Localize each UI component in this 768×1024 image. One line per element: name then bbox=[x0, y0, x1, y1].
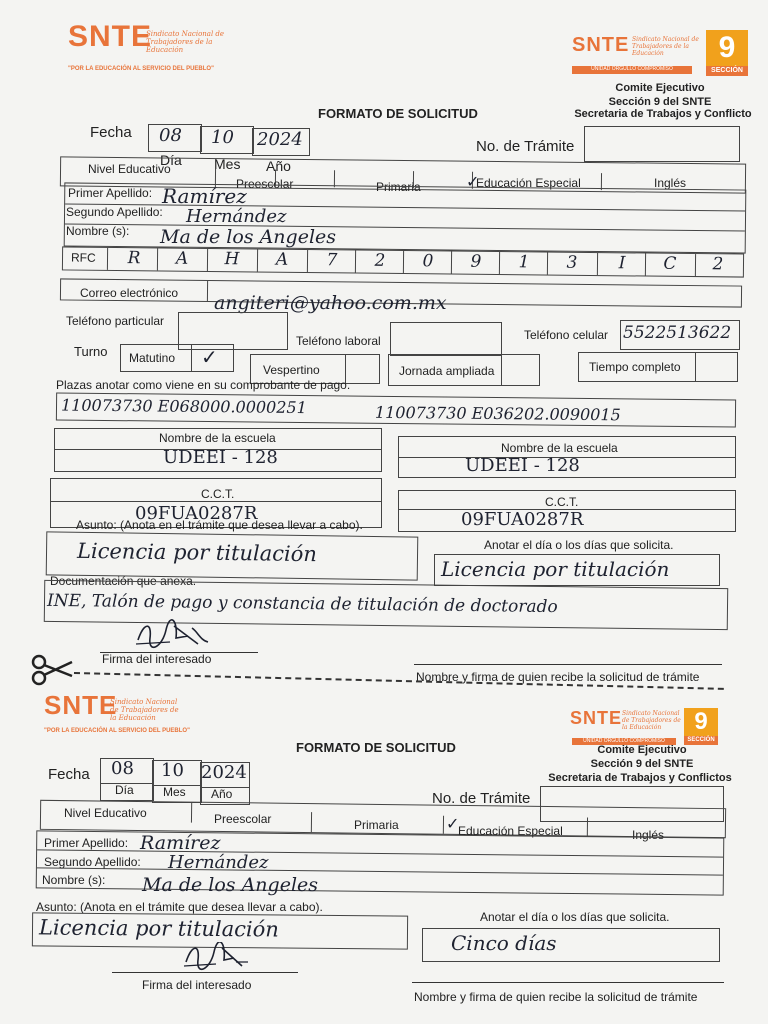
form-title: FORMATO DE SOLICITUD bbox=[296, 740, 456, 755]
escuela2-label: Nombre de la escuela bbox=[501, 441, 618, 455]
section-logo-subtitle: Sindicato Nacional de Trabajadores de la Educación bbox=[632, 36, 699, 57]
mes-label-cell bbox=[152, 784, 202, 803]
signature-icon bbox=[128, 618, 218, 654]
segundo-apellido-value: Hernández bbox=[186, 206, 287, 227]
mes-label: Mes bbox=[214, 156, 241, 172]
rfc-char: I bbox=[618, 253, 626, 274]
educacion-especial-option[interactable]: Educación Especial bbox=[458, 824, 563, 838]
signature-icon bbox=[176, 942, 256, 976]
ingles-option[interactable]: Inglés bbox=[632, 828, 665, 842]
rfc-char: 3 bbox=[566, 252, 578, 273]
checkmark-icon: ✓ bbox=[466, 172, 480, 191]
firma-line bbox=[112, 972, 298, 973]
plazas-label: Plazas anotar como viene en su comprobante de pago. bbox=[56, 378, 351, 392]
section-number-badge: 9 bbox=[684, 708, 718, 736]
tel-laboral-field[interactable] bbox=[390, 322, 502, 356]
section-logo-strip: UNIDAD ORGULLO COMPROMISO bbox=[572, 738, 676, 745]
tiempo-completo-option[interactable] bbox=[578, 352, 738, 382]
dias-field[interactable] bbox=[434, 554, 720, 586]
mes-label: Mes bbox=[163, 785, 186, 799]
educacion-especial-option[interactable]: Educación Especial bbox=[476, 176, 581, 190]
dias-label: Anotar el día o los días que solicita. bbox=[484, 538, 674, 552]
recibe-line bbox=[412, 982, 724, 983]
anio-label: Año bbox=[211, 787, 233, 801]
celular-value: 5522513622 bbox=[623, 323, 732, 343]
org-line1: Comite Ejecutivo bbox=[615, 82, 705, 94]
dias-top-value: Licencia por titulación bbox=[441, 557, 670, 581]
cct1-label: C.C.T. bbox=[201, 487, 235, 501]
snte-motto: "POR LA EDUCACIÓN AL SERVICIO DEL PUEBLO" bbox=[68, 66, 214, 72]
nombre-label: Nombre (s): bbox=[42, 873, 106, 887]
segundo-apellido-value: Hernández bbox=[168, 852, 269, 873]
documentacion-label: Documentación que anexa. bbox=[50, 574, 197, 588]
nombre-value: Ma de los Angeles bbox=[142, 874, 319, 896]
dias-label: Anotar el día o los días que solicita. bbox=[480, 910, 670, 924]
rfc-char: 0 bbox=[422, 251, 434, 272]
dia-value: 08 bbox=[111, 758, 134, 779]
documentacion-value: INE, Talón de pago y constancia de titulación de doctorado bbox=[46, 590, 558, 618]
rfc-char: A bbox=[275, 249, 289, 270]
asunto-value: Licencia por titulación bbox=[38, 915, 279, 942]
anio-value: 2024 bbox=[201, 762, 247, 783]
cct2-field[interactable] bbox=[398, 490, 736, 532]
tel-particular-label: Teléfono particular bbox=[66, 314, 165, 328]
dia-label-cell bbox=[100, 782, 154, 801]
turno-label: Turno bbox=[74, 344, 108, 359]
section-logo: SNTE bbox=[570, 708, 623, 728]
rfc-char: 2 bbox=[374, 250, 386, 271]
mes-value: 10 bbox=[211, 127, 234, 148]
correo-label: Correo electrónico bbox=[80, 286, 179, 300]
primer-apellido-label: Primer Apellido: bbox=[68, 186, 153, 200]
asunto-value: Licencia por titulación bbox=[76, 538, 318, 567]
section-logo-strip: UNIDAD ORGULLO COMPROMISO bbox=[572, 66, 692, 74]
primer-apellido-value: Ramírez bbox=[162, 184, 247, 208]
section-logo: SNTE bbox=[572, 34, 630, 56]
scissors-icon bbox=[30, 654, 74, 686]
snte-logo: SNTE bbox=[44, 690, 118, 720]
escuela2-field[interactable] bbox=[398, 436, 736, 478]
recibe-label: Nombre y firma de quien recibe la solicitud de trámite bbox=[414, 990, 698, 1004]
dia-field[interactable] bbox=[148, 124, 202, 152]
tel-celular-label: Teléfono celular bbox=[524, 328, 609, 342]
tramite-label: No. de Trámite bbox=[476, 138, 575, 155]
nombre-label: Nombre (s): bbox=[66, 224, 130, 238]
anio-field[interactable] bbox=[252, 128, 310, 156]
nivel-label: Nivel Educativo bbox=[88, 162, 171, 176]
cct2-label: C.C.T. bbox=[545, 495, 579, 509]
correo-value[interactable]: angiteri@yahoo.com.mx bbox=[214, 292, 447, 314]
org-line3: Secretaria de Trabajos y Conflicto bbox=[574, 108, 752, 120]
snte-logo-subtitle: Sindicato Nacional de Trabajadores de la Educación bbox=[110, 698, 179, 722]
checkmark-icon: ✓ bbox=[201, 345, 218, 369]
checkmark-icon: ✓ bbox=[446, 814, 460, 833]
dias-field[interactable] bbox=[422, 928, 720, 962]
escuela1-field[interactable] bbox=[54, 428, 382, 472]
rfc-char: 2 bbox=[712, 254, 724, 275]
fecha-label: Fecha bbox=[48, 766, 90, 783]
tel-celular-field[interactable] bbox=[620, 320, 740, 350]
asunto-label: Asunto: (Anota en el trámite que desea llevar a cabo). bbox=[36, 900, 323, 914]
fecha-label: Fecha bbox=[90, 124, 132, 141]
rfc-char: 9 bbox=[470, 251, 482, 272]
matutino-option[interactable] bbox=[120, 344, 234, 372]
primer-apellido-label: Primer Apellido: bbox=[44, 836, 129, 850]
cct1-value: 09FUA0287R bbox=[135, 503, 258, 524]
dia-field[interactable] bbox=[100, 758, 154, 784]
firma-label: Firma del interesado bbox=[102, 652, 212, 666]
ingles-option[interactable]: Inglés bbox=[654, 176, 687, 190]
snte-motto: "POR LA EDUCACIÓN AL SERVICIO DEL PUEBLO" bbox=[44, 728, 190, 734]
dia-label: Día bbox=[160, 152, 182, 168]
tramite-label: No. de Trámite bbox=[432, 790, 531, 807]
section-logo-subtitle: Sindicato Nacional de Trabajadores de la Educación bbox=[622, 710, 681, 731]
rfc-char: R bbox=[127, 248, 141, 269]
mes-field[interactable] bbox=[152, 760, 202, 786]
section-word: SECCIÓN bbox=[706, 66, 748, 76]
recibe-label: Nombre y firma de quien recibe la solicitud de trámite bbox=[416, 670, 700, 684]
asunto-label: Asunto: (Anota en el trámite que desea llevar a cabo). bbox=[76, 518, 363, 532]
tramite-field[interactable] bbox=[584, 126, 740, 162]
org-line2: Sección 9 del SNTE bbox=[608, 96, 712, 108]
org-line3: Secretaria de Trabajos y Conflictos bbox=[548, 772, 732, 784]
section-word: SECCIÓN bbox=[684, 736, 718, 745]
org-line1: Comite Ejecutivo bbox=[597, 744, 687, 756]
dia-value: 08 bbox=[159, 125, 182, 146]
plaza2-value: 110073730 E036202.0090015 bbox=[374, 402, 621, 425]
dia-label: Día bbox=[115, 783, 134, 797]
primaria-option[interactable]: Primaria bbox=[376, 180, 421, 194]
anio-value: 2024 bbox=[257, 129, 303, 150]
anio-field[interactable] bbox=[200, 762, 250, 788]
snte-logo-subtitle: Sindicato Nacional de Trabajadores de la Educación bbox=[146, 30, 225, 54]
rfc-char: 7 bbox=[326, 250, 338, 271]
plazas-field[interactable] bbox=[56, 392, 736, 427]
cct2-value: 09FUA0287R bbox=[461, 509, 584, 530]
escuela1-value: UDEEI - 128 bbox=[163, 447, 278, 468]
plaza1-value: 110073730 E068000.0000251 bbox=[60, 395, 307, 418]
anio-label: Año bbox=[266, 158, 291, 174]
form-title: FORMATO DE SOLICITUD bbox=[318, 106, 478, 121]
escuela2-value: UDEEI - 128 bbox=[465, 455, 580, 476]
primer-apellido-value: Ramírez bbox=[140, 832, 221, 854]
section-number-badge: 9 bbox=[706, 30, 748, 66]
matutino-label: Matutino bbox=[129, 351, 176, 365]
org-line2: Sección 9 del SNTE bbox=[590, 758, 694, 770]
escuela1-label: Nombre de la escuela bbox=[159, 431, 276, 445]
segundo-apellido-label: Segundo Apellido: bbox=[44, 855, 141, 869]
dias-bottom-value: Cinco días bbox=[451, 931, 557, 955]
tel-laboral-label: Teléfono laboral bbox=[296, 334, 381, 348]
primaria-option[interactable]: Primaria bbox=[354, 818, 399, 832]
nivel-label: Nivel Educativo bbox=[64, 806, 147, 820]
jornada-label: Jornada ampliada bbox=[399, 364, 495, 378]
recibe-line bbox=[414, 664, 722, 665]
rfc-char: 1 bbox=[518, 252, 530, 273]
mes-field[interactable] bbox=[200, 126, 254, 154]
rfc-char: C bbox=[663, 253, 677, 274]
preescolar-option[interactable]: Preescolar bbox=[214, 812, 272, 826]
firma-label: Firma del interesado bbox=[142, 978, 252, 992]
tiempo-completo-label: Tiempo completo bbox=[589, 360, 681, 374]
jornada-option[interactable] bbox=[388, 354, 540, 386]
rfc-char: H bbox=[224, 249, 240, 270]
snte-logo: SNTE bbox=[68, 20, 153, 53]
rfc-label: RFC bbox=[70, 250, 96, 265]
segundo-apellido-label: Segundo Apellido: bbox=[66, 205, 163, 219]
rfc-char: A bbox=[175, 248, 189, 269]
mes-value: 10 bbox=[161, 760, 184, 781]
vespertino-label: Vespertino bbox=[263, 363, 320, 377]
nombre-value: Ma de los Angeles bbox=[160, 226, 337, 248]
preescolar-option[interactable]: Preescolar bbox=[236, 177, 294, 191]
